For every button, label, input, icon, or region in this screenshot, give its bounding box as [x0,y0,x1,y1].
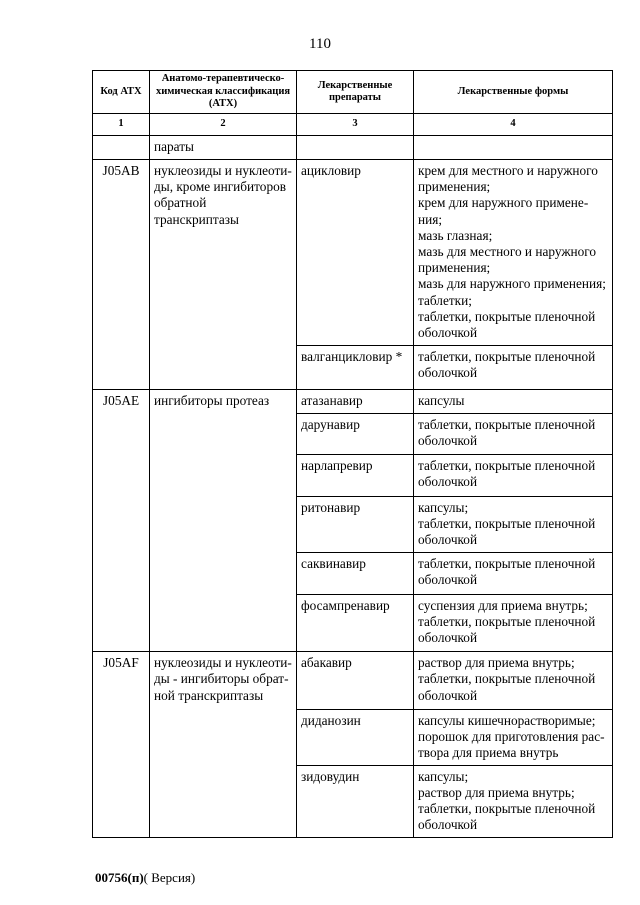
dosage-form-line: оболочкой [418,630,478,646]
column-number-row [93,114,613,136]
dosage-forms-cell [414,709,613,765]
atx-code-cell: J05AE [93,389,150,652]
dosage-form-line: оболочкой [418,572,478,588]
dosage-form-line: применения; [418,179,491,195]
dosage-form-line: таблетки, покрытые пленочной [418,515,596,531]
dosage-form-line: таблетки, покрытые пленочной [418,800,596,816]
dosage-form-line: мазь для местного и наружного [418,244,597,260]
dosage-form-line: оболочкой [418,817,478,833]
dosage-form-line: капсулы кишечнорастворимые; [418,712,596,728]
dosage-form-line: ния; [418,211,443,227]
header-forms: Лекарственные формы [414,71,613,114]
dosage-form-line: применения; [418,260,491,276]
dosage-form-line: капсулы [418,392,465,408]
dosage-forms-cell [414,652,613,710]
dosage-form-line: таблетки, покрытые пленочной [418,416,596,432]
classification-line: нуклеозиды и нуклеоти- [154,163,292,178]
classification-line: ды - ингибиторы обрат- [154,671,289,687]
dosage-forms-cell [414,346,613,389]
classification-line: ной транскриптазы [154,687,264,703]
code-cell [93,136,150,160]
column-number: 3 [297,114,414,136]
dosage-form-line: таблетки, покрытые пленочной [418,556,596,572]
dosage-forms-cell [414,553,613,594]
table-body [93,136,613,838]
drug-name-cell: нарлапревир [297,455,414,496]
footer-version: ( Версия) [143,870,196,885]
dosage-forms-cell [414,765,613,838]
dosage-forms-cell [414,160,613,346]
atx-table [92,70,613,838]
dosage-form-line: оболочкой [418,687,478,703]
dosage-form-line: крем для местного и наружного [418,163,598,178]
drug-name-cell: ритонавир [297,496,414,553]
dosage-form-line: таблетки; [418,292,472,308]
drug-name-cell: зидовудин [297,765,414,838]
classification-line: обратной транскриптазы [154,195,239,227]
drug-name-cell: дарунавир [297,413,414,454]
dosage-form-line: капсулы; [418,768,469,784]
continuation-row [93,136,613,160]
header-row [93,71,613,114]
atx-code-cell: J05AB [93,160,150,390]
drug-name-cell: ацикловир [297,160,414,346]
drug-name-cell: фосампренавир [297,594,414,652]
dosage-form-line: оболочкой [418,433,478,449]
drug-cell [297,136,414,160]
dosage-form-line: таблетки, покрытые пленочной [418,308,596,324]
dosage-forms-cell [414,496,613,553]
dosage-form-line: крем для наружного примене- [418,195,589,211]
drug-name-cell: атазанавир [297,389,414,413]
dosage-form-line: таблетки, покрытые пленочной [418,613,596,629]
classification-line: ингибиторы протеаз [154,392,270,408]
dosage-forms-cell [414,455,613,496]
dosage-form-line: таблетки, покрытые пленочной [418,349,596,365]
classification-cell [150,389,297,652]
column-number: 2 [150,114,297,136]
dosage-form-line: раствор для приема внутрь; [418,784,575,800]
column-number: 4 [414,114,613,136]
dosage-form-line: суспензия для приема внутрь; [418,597,588,613]
drug-name-cell: саквинавир [297,553,414,594]
dosage-forms-cell [414,413,613,454]
forms-cell [414,136,613,160]
header-drugs: Лекарственные препараты [297,71,414,114]
column-number: 1 [93,114,150,136]
dosage-form-line: капсулы; [418,499,469,515]
dosage-form-line: раствор для приема внутрь; [418,655,575,671]
table-row [93,160,613,346]
dosage-form-line: оболочкой [418,532,478,548]
dosage-form-line: таблетки, покрытые пленочной [418,458,596,474]
drug-name-cell: абакавир [297,652,414,710]
classification-line: ды, кроме ингибиторов [154,179,287,195]
header-code: Код АТХ [93,71,150,114]
dosage-form-line: оболочкой [418,325,478,341]
dosage-form-line: твора для приема внутрь [418,745,559,761]
table-row [93,389,613,413]
classification-line: нуклеозиды и нуклеоти- [154,655,292,671]
table-row [93,652,613,710]
dosage-form-line: таблетки, покрытые пленочной [418,671,596,687]
dosage-form-line: оболочкой [418,474,478,490]
dosage-form-line: оболочкой [418,365,478,381]
dosage-forms-cell [414,594,613,652]
dosage-forms-cell [414,389,613,413]
dosage-form-line: мазь для наружного применения; [418,276,606,292]
dosage-form-line: порошок для приготовления рас- [418,729,605,745]
atx-code-cell: J05AF [93,652,150,838]
drug-name-cell: диданозин [297,709,414,765]
classification-cell [150,652,297,838]
dosage-form-line: мазь глазная; [418,227,493,243]
header-classification: Анатомо-терапевтическо-химическая классификация (АТХ) [150,71,297,114]
page-number: 110 [309,36,331,52]
classification-cell [150,160,297,390]
classification-cell: параты [150,136,297,160]
footer [95,870,195,886]
footer-doc-id: 00756(п) [95,870,144,885]
drug-name-cell: валганцикловир * [297,346,414,389]
